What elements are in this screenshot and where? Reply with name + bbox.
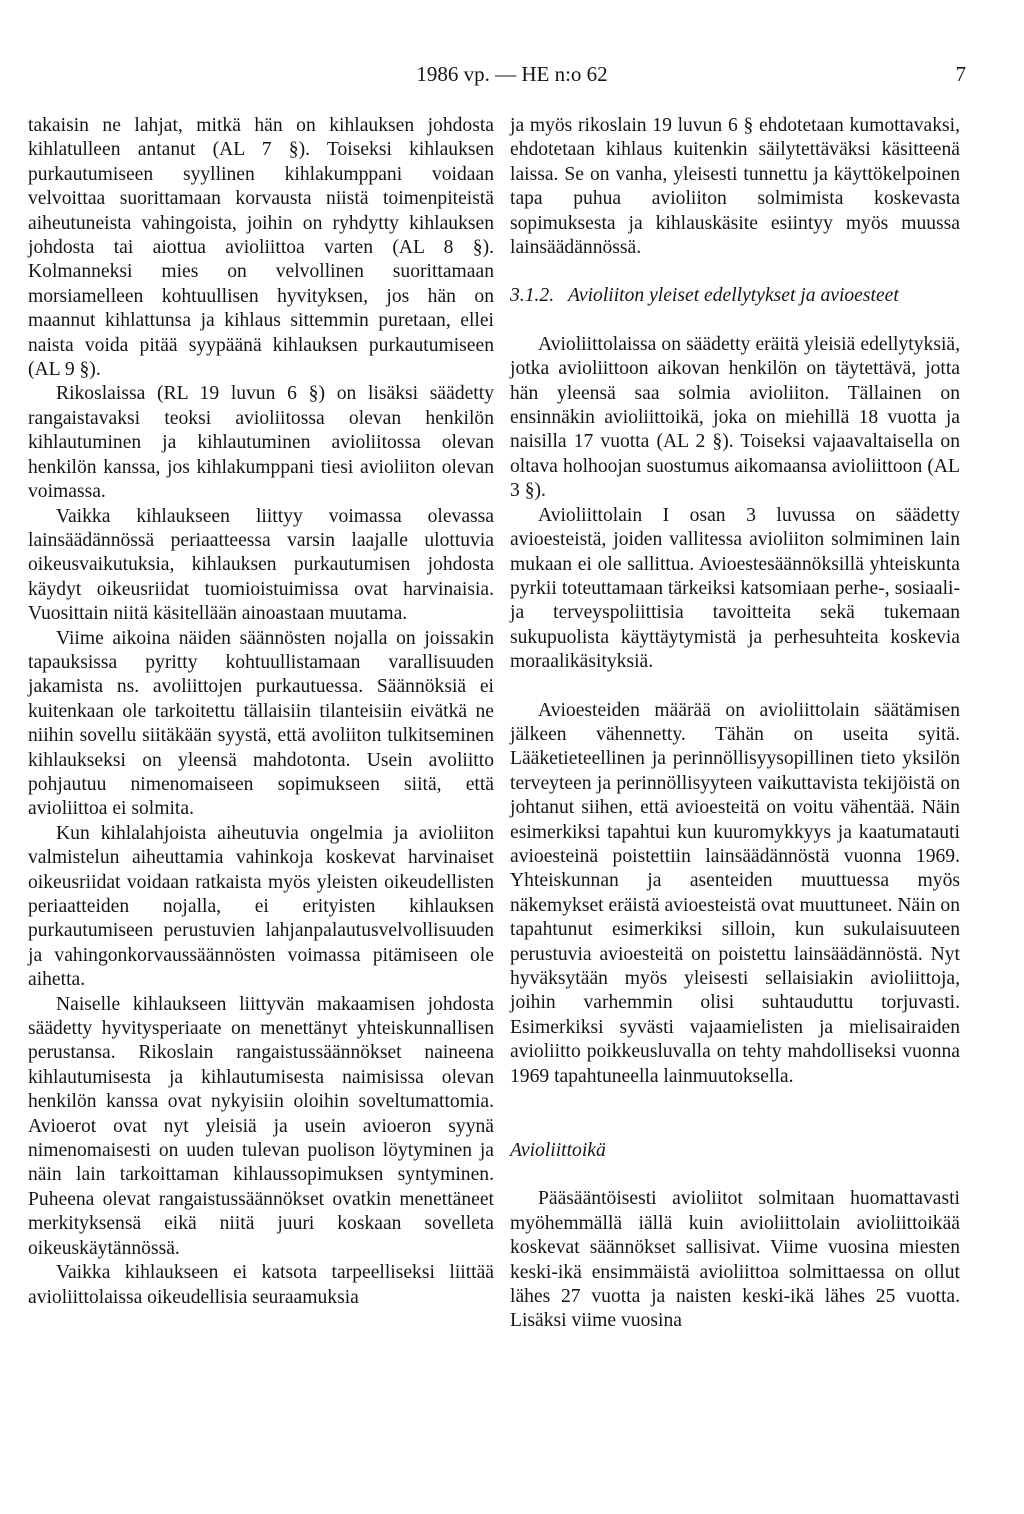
section-number: 3.1.2. — [510, 285, 555, 307]
paragraph: Avioliittolain I osan 3 luvussa on säädetty avioesteistä, joiden vallitessa avioliiton solmiminen lain mukaan ei ole sallittua. Avioestesäännöksillä yhteiskunta pyrkii toteuttamaan tärkeiksi katsomiaan perhe-, sosiaali- ja terveyspoliittisia tavoitteita sekä tukemaan sukupuolista käyttäytymistä ja perhesuhteita koskevia moraalikäsityksiä. — [510, 504, 960, 673]
paragraph: Pääsääntöisesti avioliitot solmitaan huomattavasti myöhemmällä iällä kuin avioliittolain avioliittoikää koskevat säännökset sallisivat. Viime vuosina miesten keski-ikä ensimmäistä avioliittoa solmittaessa on ollut lähes 27 vuotta ja naisten keski-ikä lähes 25 vuotta. Lisäksi viime vuosina — [510, 1188, 960, 1332]
paragraph: Naiselle kihlaukseen liittyvän makaamisen johdosta säädetty hyvitysperiaate on menettänyt yhteiskunnallisen perustansa. Rikoslain rangaistussäännökset naineena kihlautumisesta ja kihlautumisesta naimisissa olevan henkilön kanssa ovat nykyisiin oloihin soveltumattomia. Avioerot ovat nyt yleisiä ja usein avioeron syynä nimenomaisesti on uuden tulevan puolison löytyminen ja näin lain tarkoittaman kihlaussopimuksen syntyminen. Puheena olevat rangaistussäännökset ovatkin menettäneet merkityksensä eikä niitä juuri koskaan sovelleta oikeuskäytännössä. — [28, 993, 494, 1259]
paragraph: Vaikka kihlaukseen liittyy voimassa olevassa lainsäädännössä periaatteessa varsin laajalle ulottuvia oikeusvaikutuksia, kihlauksen purkautumisen johdosta käydyt oikeusriidat tuomioistuimissa ovat harvinaisia. Vuosittain niitä käsitellään ainoastaan muutama. — [28, 505, 494, 625]
paragraph: Rikoslaissa (RL 19 luvun 6 §) on lisäksi säädetty rangaistavaksi teoksi avioliitossa olevan henkilön kihlautuminen ja kihlautuminen avioliitossa olevan henkilön kanssa, jos kihlakumppani tiesi avioliiton olevan voimassa. — [28, 383, 494, 503]
section-heading — [510, 284, 960, 308]
paragraph: ja myös rikoslain 19 luvun 6 § ehdotetaan kumottavaksi, ehdotetaan kihlaus kuitenkin säilytettäväksi käsitteenä laissa. Se on vanha, yleisesti tunnettu ja käyttökelpoinen tapa puhua avioliiton solmimista koskevasta sopimuksesta ja kihlauskäsite esiintyy myös muussa lainsäädännössä. — [510, 115, 960, 259]
section-title: Avioliiton yleiset edellytykset ja avioesteet — [568, 285, 899, 307]
running-title: 1986 vp. — HE n:o 62 — [416, 62, 608, 86]
paragraph: Vaikka kihlaukseen ei katsota tarpeelliseksi liittää avioliittolaissa oikeudellisia seuraamuksia — [28, 1262, 494, 1308]
page-number: 7 — [955, 62, 966, 86]
right-column — [510, 114, 960, 1334]
left-column — [28, 114, 494, 1310]
subheading: Avioliittoikä — [510, 1140, 606, 1162]
paragraph: Kun kihlalahjoista aiheutuvia ongelmia ja avioliiton valmistelun aiheuttamia vahinkoja koskevat harvinaiset oikeusriidat voidaan ratkaista myös yleisten oikeudellisten periaatteiden nojalla, ei erityisten kihlauksen purkautumiseen perustuvien lahjanpalautusvelvollisuuden ja vahingonkorvaussäännösten voimassa pitämiseen ole aihetta. — [28, 822, 494, 991]
paragraph: Viime aikoina näiden säännösten nojalla on joissakin tapauksissa pyritty kohtuullistamaan varallisuuden jakamista ns. avoliittojen purkautuessa. Säännöksiä ei kuitenkaan ole tarkoitettu tällaisiin tilanteisiin eivätkä ne niihin sovellu siitäkään syystä, että avoliiton tulkitseminen kihlaukseksi on yleensä mahdotonta. Usein avoliitto pohjautuu nimenomaiseen sopimukseen siitä, että avioliittoa ei solmita. — [28, 627, 494, 820]
paragraph: takaisin ne lahjat, mitkä hän on kihlauksen johdosta kihlatulleen antanut (AL 7 §). Toiseksi kihlauksen purkautumiseen syyllinen kihlakumppani voidaan velvoittaa suorittamaan korvausta niistä toimenpiteistä aiheutuneista vahingoista, joihin on ryhdytty kihlauksen johdosta tai aiottua avioliittoa varten (AL 8 §). Kolmanneksi mies on velvollinen suorittamaan morsiamelleen kohtuullisen hyvityksen, jos hän on maannut kihlattunsa ja kihlaus sittemmin puretaan, ellei naista voida pitää syypäänä kihlauksen purkautumiseen (AL 9 §). — [28, 115, 494, 381]
page-header — [0, 62, 1024, 92]
paragraph: Avioesteiden määrää on avioliittolain säätämisen jälkeen vähennetty. Tähän on useita syitä. Lääketieteellinen ja perinnöllisyysopillinen tieto yksilön terveyteen ja perinnöllisyyteen vaikuttavista tekijöistä on johtanut siihen, että avioesteitä on voitu vähentää. Näin esimerkiksi tapahtui kun kuuromykkyys ja kaatumatauti avioesteinä poistettiin lainsäädännöstä vuonna 1969. Yhteiskunnan ja asenteiden muuttuessa myös näkemykset eräistä avioesteistä ovat muuttuneet. Näin on tapahtunut esimerkiksi silloin, kun sukulaisuuteen perustuvia avioesteitä on poistettu lainsäädännöstä. Nyt hyväksytään myös yleisesti sellaisiakin avioliittoja, joihin varhemmin olisi suhtauduttu torjuvasti. Esimerkiksi syvästi vajaamielisten ja mielisairaiden avioliitto poikkeusluvalla on tehty mahdolliseksi vuonna 1969 tapahtuneella lainmuutoksella. — [510, 699, 960, 1087]
paragraph: Avioliittolaissa on säädetty eräitä yleisiä edellytyksiä, jotka avioliittoon aikovan henkilön on täytettävä, jotta hän yleensä saa solmia avioliiton. Tällainen on ensinnäkin avioliittoikä, joka on miehillä 18 vuotta ja naisilla 17 vuotta (AL 2 §). Toiseksi vajaavaltaisella on oltava holhoojan suostumus aikomaansa avioliittoon (AL 3 §). — [510, 333, 960, 502]
